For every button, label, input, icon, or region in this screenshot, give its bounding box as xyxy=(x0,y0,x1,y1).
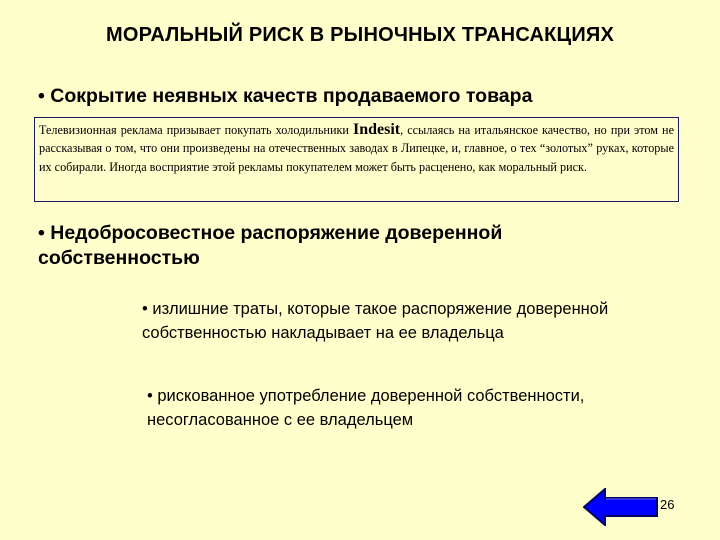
example-text-before: Телевизионная реклама призывает покупать холодильники xyxy=(39,123,353,137)
bullet-misuse: • Недобросовестное распоряжение доверенной собственностью xyxy=(38,222,503,269)
example-text-after: , ссылаясь на итальянское качество, но при этом не рассказывая о том, что они произведены на отечественных заводах в Липецке, и, главное, о тех “золотых” руках, которые их собирали. Иногда восприятие этой рекламы покупателем может быть расценено, как моральный риск. xyxy=(39,123,674,174)
example-textbox xyxy=(34,117,679,202)
bullet-concealment: • Сокрытие неявных качеств продаваемого товара xyxy=(38,85,533,107)
slide-title: МОРАЛЬНЫЙ РИСК В РЫНОЧНЫХ ТРАНСАКЦИЯХ xyxy=(105,24,615,46)
back-navigation-button[interactable] xyxy=(583,488,701,526)
left-arrow-icon xyxy=(583,488,701,526)
page-number: 26 xyxy=(660,497,675,512)
sub-bullet-excess-spending: • излишние траты, которые такое распоряжение доверенной собственностью накладывает на ее владельца xyxy=(142,300,609,342)
sub-bullet-risky-use: • рискованное употребление доверенной собственности, несогласованное с ее владельцем xyxy=(147,387,585,429)
brand-name: Indesit xyxy=(352,121,401,138)
